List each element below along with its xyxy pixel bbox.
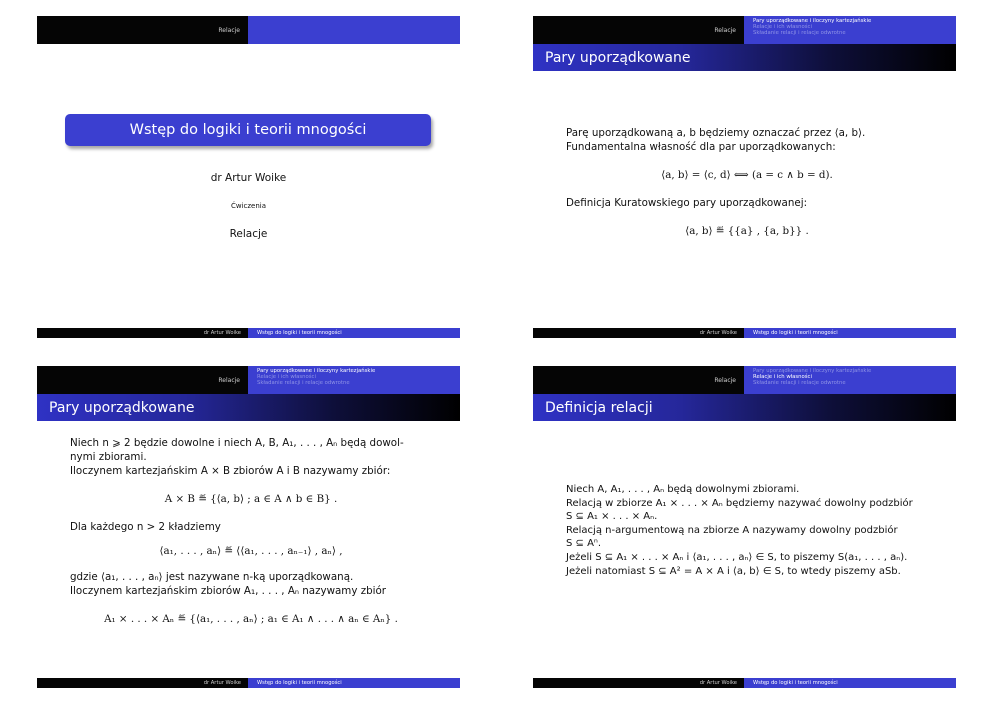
slide-ordered-pairs-1 xyxy=(533,16,956,338)
slide-header xyxy=(533,16,956,44)
text-line: Dla każdego n > 2 kładziemy xyxy=(70,521,221,533)
nav-item[interactable]: Relacje i ich własności xyxy=(753,373,812,380)
header-nav xyxy=(744,16,956,44)
equation: ⟨a, b⟩ = ⟨c, d⟩ ⟺ (a = c ∧ b = d). xyxy=(661,169,833,181)
footer-title: Wstęp do logiki i teorii mnogości xyxy=(744,328,956,338)
slide-body xyxy=(566,126,928,238)
text-line: Niech A, A₁, . . . , Aₙ będą dowolnymi zbiorami. xyxy=(566,484,800,495)
footer-title: Wstęp do logiki i teorii mnogości xyxy=(248,678,460,688)
footer-title: Wstęp do logiki i teorii mnogości xyxy=(744,678,956,688)
slide-footer xyxy=(533,328,956,338)
slide-footer xyxy=(37,328,460,338)
nav-item[interactable]: Relacje i ich własności xyxy=(753,23,812,30)
text-line: Relacją w zbiorze A₁ × . . . × Aₙ będziemy nazywać dowolny podzbiór xyxy=(566,497,913,509)
text-line: Fundamentalna własność dla par uporządkowanych: xyxy=(566,141,836,153)
author-name: dr Artur Woike xyxy=(210,172,287,184)
slide-header xyxy=(37,16,460,44)
frame-title: Definicja relacji xyxy=(533,394,956,421)
nav-item[interactable]: Pary uporządkowane i iloczyny kartezjańskie xyxy=(753,18,872,24)
header-nav xyxy=(248,366,460,394)
header-section xyxy=(533,366,744,394)
slide-body xyxy=(70,436,432,626)
text-line: Jeżeli S ⊆ A₁ × . . . × Aₙ i ⟨a₁, . . . , aₙ⟩ ∈ S, to piszemy S(a₁, . . . , aₙ). xyxy=(566,551,908,563)
footer-author: dr Artur Woike xyxy=(37,328,248,338)
text-line: Relacją n-argumentową na zbiorze A nazywamy dowolny podzbiór xyxy=(566,524,898,536)
footer-author: dr Artur Woike xyxy=(37,678,248,688)
footer-author: dr Artur Woike xyxy=(533,678,744,688)
frame-title: Pary uporządkowane xyxy=(37,394,460,421)
header-nav xyxy=(744,366,956,394)
slide-relation-definition xyxy=(533,366,956,688)
slide-header xyxy=(37,366,460,394)
text-line: Parę uporządkowaną a, b będziemy oznaczać przez ⟨a, b⟩. xyxy=(566,127,866,139)
nav-item[interactable]: Pary uporządkowane i iloczyny kartezjańskie xyxy=(257,368,376,374)
slide-header xyxy=(533,366,956,394)
presentation-title: Wstęp do logiki i teorii mnogości xyxy=(129,122,367,138)
text-line: nymi zbiorami. xyxy=(70,451,147,463)
header-section-label: Relacje xyxy=(714,377,736,384)
nav-item[interactable]: Pary uporządkowane i iloczyny kartezjańskie xyxy=(753,368,872,374)
text-line: Jeżeli natomiast S ⊆ A² = A × A i ⟨a, b⟩ ∈ S, to wtedy piszemy aSb. xyxy=(566,565,901,577)
text-line: Iloczynem kartezjańskim A × B zbiorów A i B nazywamy zbiór: xyxy=(70,465,391,477)
header-section xyxy=(533,16,744,44)
slide-footer xyxy=(533,678,956,688)
subtitle: Ćwiczenia xyxy=(230,202,267,210)
text-line: Definicja Kuratowskiego pary uporządkowanej: xyxy=(566,197,808,209)
frame-title: Pary uporządkowane xyxy=(533,44,956,71)
footer-author: dr Artur Woike xyxy=(533,328,744,338)
text-line: S ⊆ Aⁿ. xyxy=(566,538,602,550)
header-nav xyxy=(248,16,460,44)
text-line: S ⊆ A₁ × . . . × Aₙ. xyxy=(566,511,658,523)
header-section-label: Relacje xyxy=(218,27,240,34)
presentation-title-box xyxy=(65,114,431,146)
footer-title: Wstęp do logiki i teorii mnogości xyxy=(248,328,460,338)
slide-body xyxy=(566,483,936,578)
equation: A × B ≝ {⟨a, b⟩ ; a ∈ A ∧ b ∈ B} . xyxy=(164,493,338,505)
nav-item[interactable]: Składanie relacji i relacje odwrotne xyxy=(753,29,846,36)
text-line: Iloczynem kartezjańskim zbiorów A₁, . . . , Aₙ nazywamy zbiór xyxy=(70,585,387,597)
slide-title xyxy=(37,16,460,338)
nav-item[interactable]: Składanie relacji i relacje odwrotne xyxy=(753,379,846,386)
slide-ordered-pairs-2 xyxy=(37,366,460,688)
text-line: gdzie ⟨a₁, . . . , aₙ⟩ jest nazywane n-ką uporządkowaną. xyxy=(70,571,354,583)
header-section-label: Relacje xyxy=(218,377,240,384)
header-section xyxy=(37,16,248,44)
equation: ⟨a, b⟩ ≝ {{a} , {a, b}} . xyxy=(685,225,809,237)
header-section xyxy=(37,366,248,394)
section-name: Relacje xyxy=(229,228,268,240)
equation: ⟨a₁, . . . , aₙ⟩ ≝ ⟨⟨a₁, . . . , aₙ₋₁⟩ , aₙ⟩ , xyxy=(159,545,343,557)
text-line: Niech n ⩾ 2 będzie dowolne i niech A, B, A₁, . . . , Aₙ będą dowol- xyxy=(70,437,404,449)
slide-footer xyxy=(37,678,460,688)
nav-item[interactable]: Relacje i ich własności xyxy=(257,373,316,380)
equation: A₁ × . . . × Aₙ ≝ {⟨a₁, . . . , aₙ⟩ ; a₁ ∈ A₁ ∧ . . . ∧ aₙ ∈ Aₙ} . xyxy=(104,613,398,625)
nav-item[interactable]: Składanie relacji i relacje odwrotne xyxy=(257,379,350,386)
header-section-label: Relacje xyxy=(714,27,736,34)
